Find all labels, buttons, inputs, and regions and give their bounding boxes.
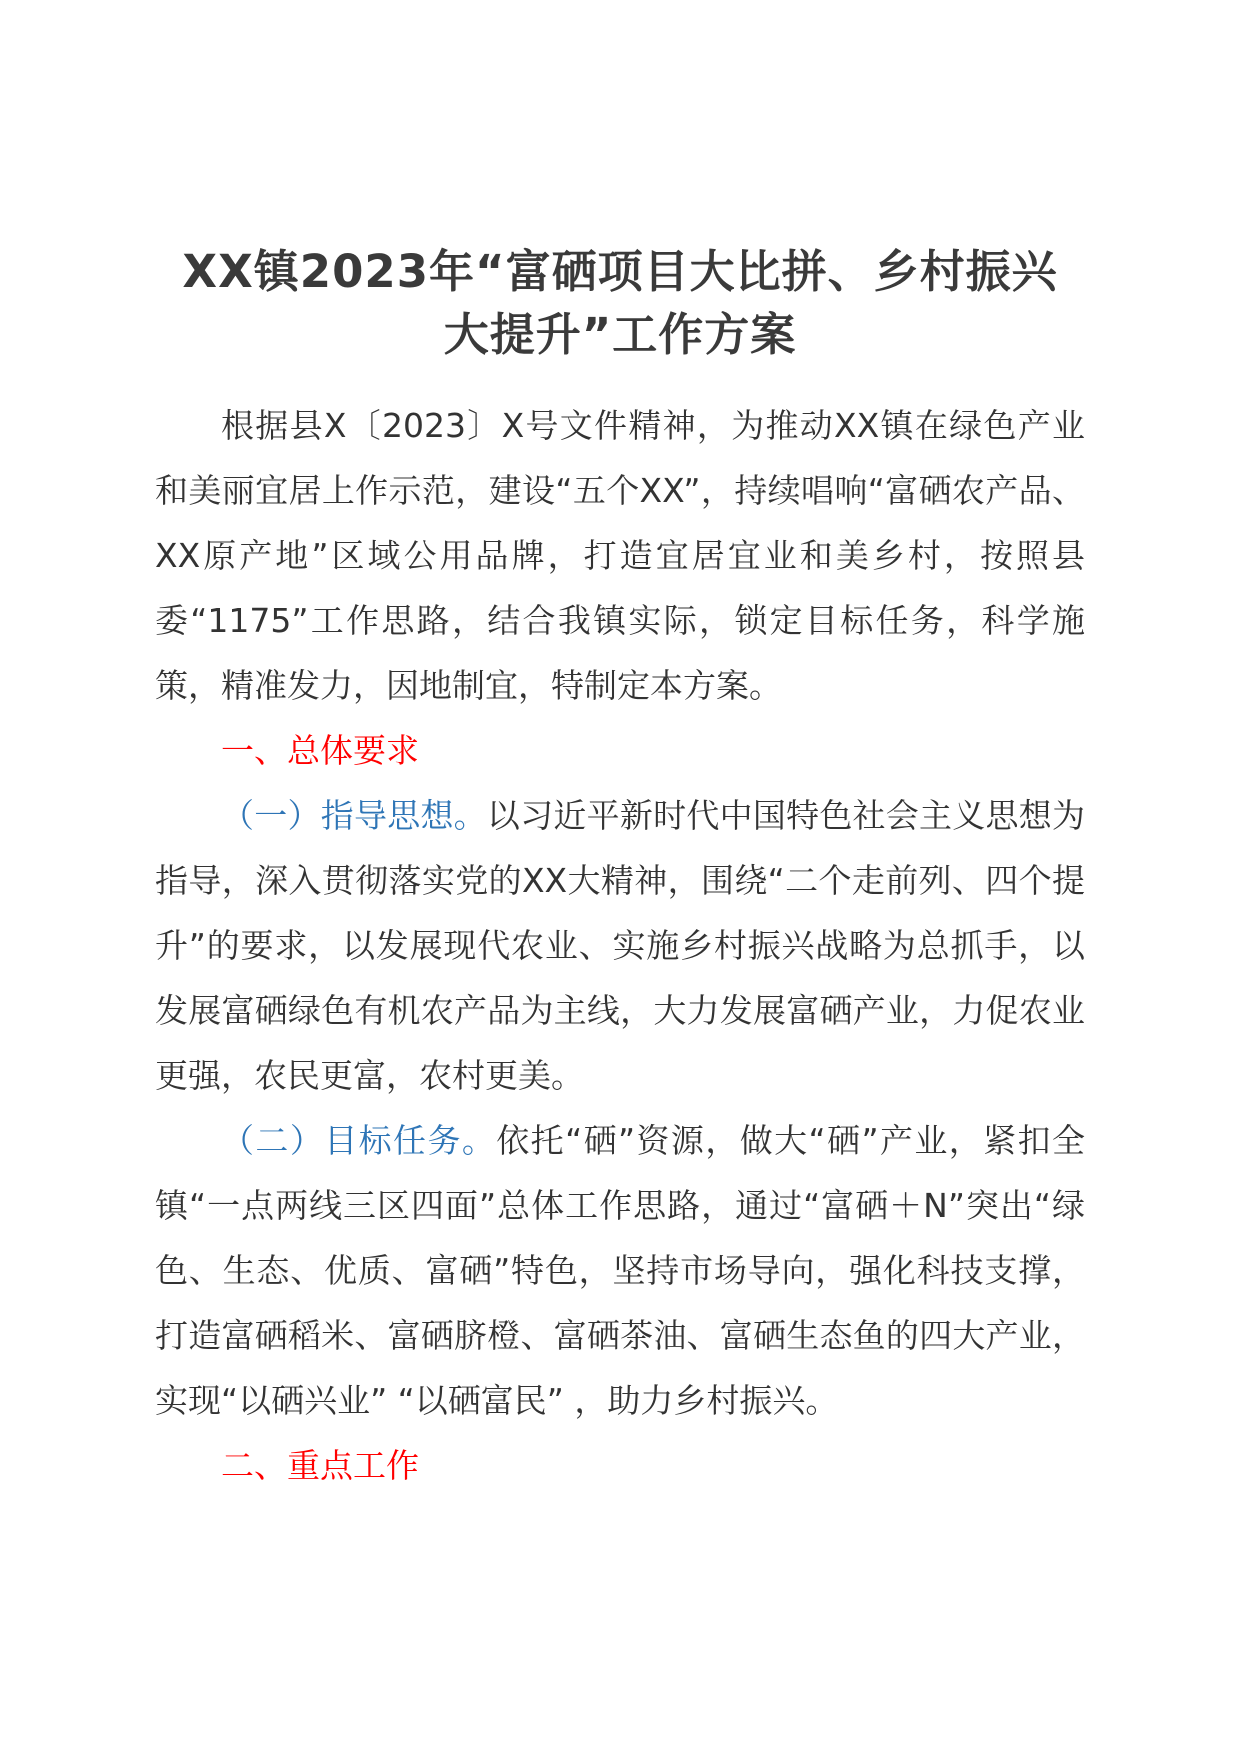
subheading-guiding-ideology: （一）指导思想。	[221, 796, 487, 835]
section-heading-key-work: 二、重点工作	[221, 1446, 419, 1485]
subheading-target-tasks: （二）目标任务。	[221, 1121, 497, 1160]
guiding-ideology-paragraph	[155, 783, 1085, 1108]
section-heading-general-requirements: 一、总体要求	[221, 731, 419, 770]
guiding-ideology-text: 以习近平新时代中国特色社会主义思想为指导，深入贯彻落实党的XX大精神，围绕“二个走前列、四个提升”的要求，以发展现代农业、实施乡村振兴战略为总抓手，以发展富硒绿色有机农产品为主线，大力发展富硒产业，力促农业更强，农民更富，农村更美。	[155, 796, 1086, 1095]
document-body	[155, 393, 1085, 1498]
intro-paragraph: 根据县X〔2023〕X号文件精神，为推动XX镇在绿色产业和美丽宜居上作示范，建设“五个XX”，持续唱响“富硒农产品、XX原产地”区域公用品牌，打造宜居宜业和美乡村，按照县委“1175”工作思路，结合我镇实际，锁定目标任务，科学施策，精准发力，因地制宜，特制定本方案。	[155, 406, 1085, 705]
target-tasks-text: 依托“硒”资源，做大“硒”产业，紧扣全镇“一点两线三区四面”总体工作思路，通过“富硒＋N”突出“绿色、生态、优质、富硒”特色，坚持市场导向，强化科技支撑，打造富硒稻米、富硒脐橙、富硒茶油、富硒生态鱼的四大产业，实现“以硒兴业” “以硒富民” ，助力乡村振兴。	[155, 1121, 1085, 1420]
title-line-2: 大提升”工作方案	[443, 308, 797, 361]
title-line-1: XX镇2023年“富硒项目大比拼、乡村振兴	[182, 245, 1058, 298]
target-tasks-paragraph	[155, 1108, 1085, 1433]
document-page	[155, 240, 1085, 1498]
document-title	[155, 240, 1085, 366]
